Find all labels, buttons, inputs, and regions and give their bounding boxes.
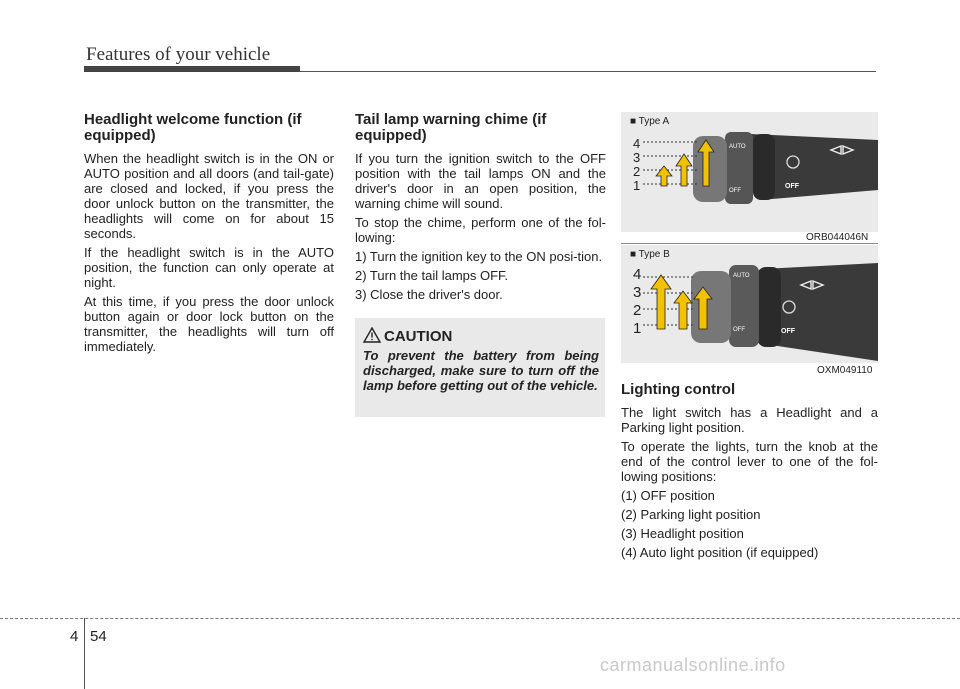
light-switch-lever-illustration [621,112,878,232]
switch-position-label: OFF [781,328,795,335]
footer-divider [0,618,960,619]
heading-tail-lamp-chime: Tail lamp warning chime (if equipped) [355,111,547,144]
position-number: 3 [633,284,642,301]
caution-title: CAUTION [384,328,453,345]
heading-lighting-control: Lighting control [621,381,736,398]
footer-vertical-rule [84,618,85,689]
position-number: 4 [633,266,642,283]
switch-position-label: OFF [729,188,741,194]
position-number: 1 [633,320,642,337]
figure-type-a [621,112,878,232]
figure-label: ■ Type A [630,116,670,127]
figure-label: ■ Type B [630,249,670,260]
figure-code: OXM049110 [817,365,873,376]
watermark: carmanualsonline.info [600,655,786,675]
header-bar [84,66,300,72]
position-number: 3 [633,150,641,165]
figure-code: ORB044046N [806,232,869,243]
step-item: 2) Turn the tail lamps OFF. [355,268,509,283]
switch-position-label: OFF [733,327,745,333]
paragraph: The light switch has a Headlight and a Parking light position. [621,405,878,435]
paragraph: When the headlight switch is in the ON or AUTO position and all doors (and tail-gate) are closed and locked, if you press the door unlock button on the transmitter, the headlights will come on for about 15 seconds. [84,151,334,241]
paragraph: If you turn the ignition switch to the OFF position with the tail lamps ON and the driver's door in an open position, the warning chime will sound. [355,151,606,211]
paragraph: To stop the chime, perform one of the fol-lowing: [355,215,606,245]
step-item: 1) Turn the ignition key to the ON posi-tion. [355,249,603,264]
position-number: 2 [633,164,641,179]
position-item: (1) OFF position [621,488,715,503]
paragraph: At this time, if you press the door unlock button again or door lock button on the transmitter, the headlights will turn off immediately. [84,294,334,354]
caution-box [355,318,605,417]
warning-triangle-icon [363,327,381,343]
position-number: 1 [633,178,641,193]
position-number: 2 [633,302,642,319]
header-rule [300,71,876,72]
switch-position-label: AUTO [729,144,746,150]
heading-welcome-function: Headlight welcome function (if equipped) [84,111,302,144]
position-item: (2) Parking light position [621,507,761,522]
page-number: 54 [90,628,107,645]
switch-position-label: OFF [785,183,799,190]
light-switch-lever-illustration [621,245,878,363]
column-welcome-function [84,112,334,358]
figure-type-b [621,245,878,363]
position-item: (3) Headlight position [621,526,744,541]
position-item: (4) Auto light position (if equipped) [621,545,819,560]
step-item: 3) Close the driver's door. [355,287,503,302]
page-header-title: Features of your vehicle [86,44,271,65]
column-lighting-control [621,382,878,564]
section-number: 4 [70,628,79,645]
caution-body: To prevent the battery from being discharged, make sure to turn off the lamp before getting out of the vehicle. [363,348,599,393]
paragraph: If the headlight switch is in the AUTO position, the function can only operate at night. [84,245,334,290]
figure-separator [621,243,878,244]
switch-position-label: AUTO [733,273,750,279]
paragraph: To operate the lights, turn the knob at the end of the control lever to one of the fol-lowing positions: [621,439,878,484]
column-tail-lamp-chime [355,112,606,306]
position-number: 4 [633,136,641,151]
